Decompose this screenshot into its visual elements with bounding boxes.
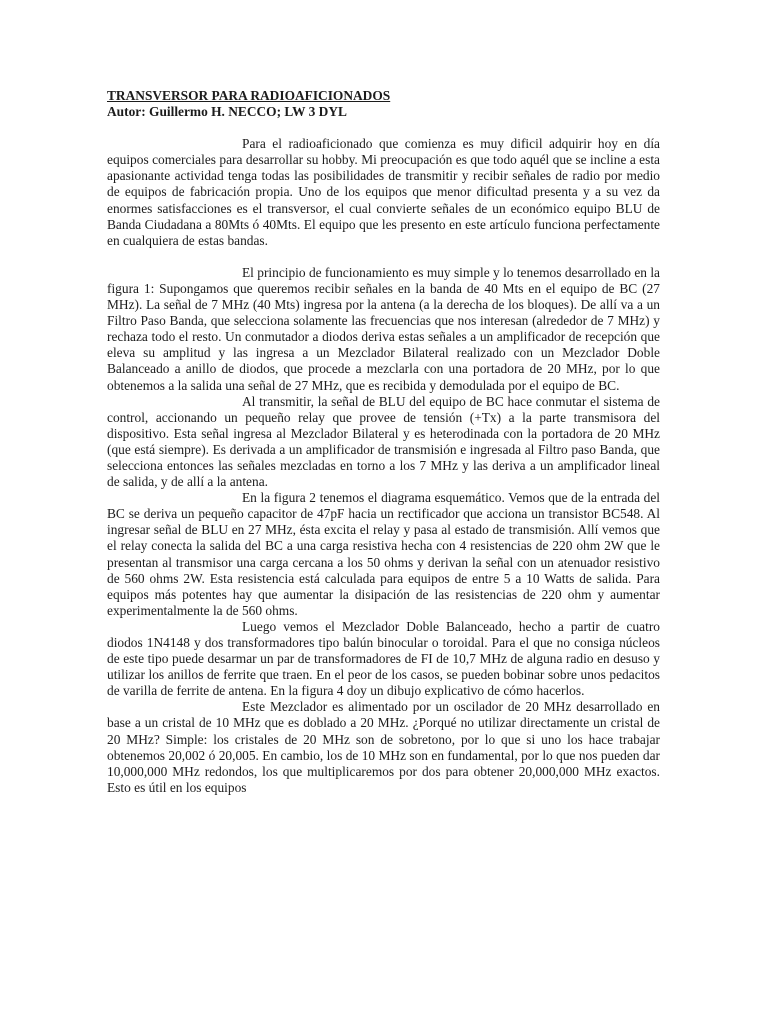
document-author: Autor: Guillermo H. NECCO; LW 3 DYL bbox=[107, 104, 347, 120]
paragraph: Al transmitir, la señal de BLU del equipo de BC hace conmutar el sistema de control, accionando un pequeño relay que provee de tensión (+Tx) a la parte transmisora del dispositivo. Esta señal ingresa al Mezclador Bilateral y es heterodinada con la portadora de 20 MHz (que está siempre). Es derivada a un amplificador de transmisión e ingresada al Filtro paso Banda, que selecciona entonces las señales mezcladas en torno a los 7 MHz y las deriva a un amplificador lineal de salida, y de allí a la antena. bbox=[107, 393, 660, 490]
paragraph: Luego vemos el Mezclador Doble Balanceado, hecho a partir de cuatro diodos 1N4148 y dos transformadores tipo balún binocular o toroidal. Para el que no consiga núcleos de este tipo puede desarmar un par de transformadores de FI de 10,7 MHz de alguna radio en desuso y utilizar los anillos de ferrite que traen. En el peor de los casos, se pueden bobinar sobre unos pedacitos de varilla de ferrite de antena. En la figura 4 doy un dibujo explicativo de cómo hacerlos. bbox=[107, 618, 660, 699]
document-page bbox=[107, 88, 660, 796]
paragraph: Para el radioaficionado que comienza es muy dificil adquirir hoy en día equipos comerciales para desarrollar su hobby. Mi preocupación es que todo aquél que se incline a esta apasionante actividad tenga todas las posibilidades de transmitir y recibir señales de radio por medio de equipos de fabricación propia. Uno de los equipos que menor dificultad presenta y a su vez da enormes satisfacciones es el transversor, el cual convierte señales de un económico equipo BLU de Banda Ciudadana a 80Mts ó 40Mts. El equipo que les presento en este artículo funciona perfectamente en cualquiera de estas bandas. bbox=[107, 136, 660, 248]
paragraph: En la figura 2 tenemos el diagrama esquemático. Vemos que de la entrada del BC se deriva un pequeño capacitor de 47pF hacia un rectificador que acciona un transistor BC548. Al ingresar señal de BLU en 27 MHz, ésta excita el relay y pasa al estado de transmisión. Allí vemos que el relay conecta la salida del BC a una carga resistiva hecha con 4 resistencias de 220 ohm 2W que le presentan al transmisor una carga cercana a los 50 ohms y derivan la señal con un atenuador resistivo de 560 ohms 2W. Esta resistencia está calculada para equipos de entre 5 a 10 Watts de salida. Para equipos más potentes hay que aumentar la disipación de las resistencias de 220 ohm y aumentar experimentalmente la de 560 ohms. bbox=[107, 490, 660, 618]
paragraph: El principio de funcionamiento es muy simple y lo tenemos desarrollado en la figura 1: Supongamos que queremos recibir señales en la banda de 40 Mts en el equipo de BC (27 MHz). La señal de 7 MHz (40 Mts) ingresa por la antena (a la derecha de los bloques). De allí va a un Filtro Paso Banda, que selecciona solamente las frecuencias que nos interesan (alrededor de 7 MHz) y rechaza todo el resto. Un conmutador a diodos deriva estas señales a un amplificador de recepción que eleva su amplitud y las ingresa a un Mezclador Bilateral realizado con un Mezclador Doble Balanceado a anillo de diodos, que procede a mezclarla con una portadora de 20 MHz, por lo que obtenemos a la salida una señal de 27 MHz, que es recibida y demodulada por el equipo de BC. bbox=[107, 264, 660, 393]
paragraph: Este Mezclador es alimentado por un oscilador de 20 MHz desarrollado en base a un cristal de 10 MHz que es doblado a 20 MHz. ¿Porqué no utilizar directamente un cristal de 20 MHz? Simple: los cristales de 20 MHz son de sobretono, por lo que si uno los hace trabajar obtenemos 20,002 ó 20,005. En cambio, los de 10 MHz son en fundamental, por lo que nos pueden dar 10,000,000 MHz redondos, los que multiplicaremos por dos para obtener 20,000,000 MHz exactos. Esto es útil en los equipos bbox=[107, 699, 660, 795]
document-title: TRANSVERSOR PARA RADIOAFICIONADOS bbox=[107, 88, 391, 103]
